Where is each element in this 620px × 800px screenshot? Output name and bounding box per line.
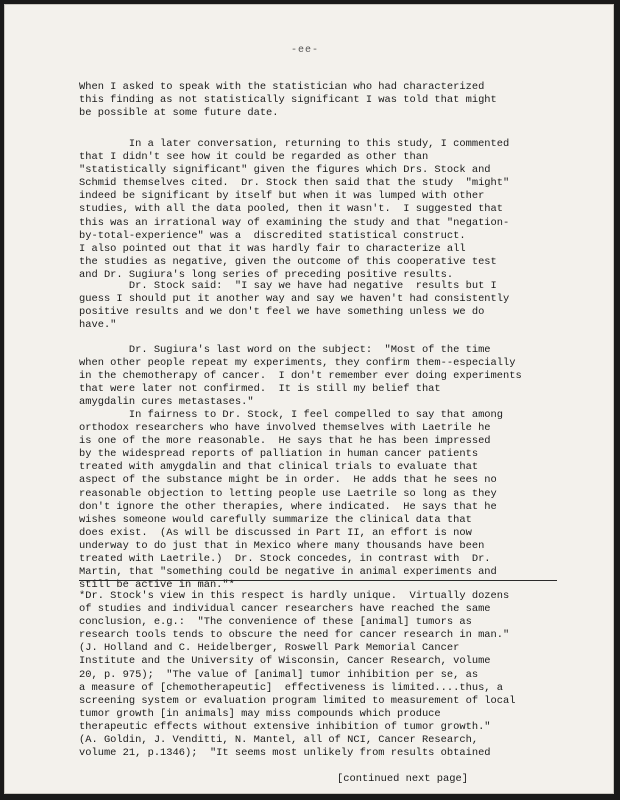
continued-note: [continued next page]: [337, 773, 468, 785]
paragraph-in-fairness: In fairness to Dr. Stock, I feel compelled to say that among orthodox researchers who have involved themselves with Laetrile he is one of the more reasonable. He says that he has been impressed by the widespread reports of palliation in human cancer patients treated with amygdalin and that clinical trials to evaluate that aspect of the substance might be in order. He adds that he sees no reasonable objection to letting people use Laetrile so long as they don't ignore the other therapies, where indicated. He says that he wishes someone would carefully summarize the clinical data that does exist. (As will be discussed in Part II, an effort is now underway to do just that in Mexico where many thousands have been treated with Laetrile.) Dr. Stock concedes, in contrast with Dr. Martin, that "something could be negative in animal experiments and still be active in man."*: [79, 409, 504, 592]
paragraph-statistician: When I asked to speak with the statistician who had characterized this finding as not statistically significant I was told that might be possible at some future date.: [79, 81, 497, 120]
paragraph-later-conversation: In a later conversation, returning to this study, I commented that I didn't see how it could be regarded as other than "statistically significant" given the figures which Drs. Stock and Schmid themselves cited. Dr. Stock then said that the study "might" indeed be significant by itself but when it was lumped with other studies, with all the data pooled, then it wasn't. I suggested that this was an irrational way of examining the study and that "negation- by-total-experience" was a discredited statistical construct. I also pointed out that it was hardly fair to characterize all the studies as negative, given the outcome of this cooperative test and Dr. Sugiura's long series of preceding positive results.: [79, 138, 510, 281]
paragraph-sugiura-last-word: Dr. Sugiura's last word on the subject: "Most of the time when other people repeat my experiments, they confirm them--especially in the chemotherapy of cancer. I don't remember ever doing experiments that were later not confirmed. It is still my belief that amygdalin cures metastases.": [79, 344, 522, 409]
document-page: [4, 4, 614, 794]
footnote-divider: [79, 580, 557, 581]
paragraph-stock-said: Dr. Stock said: "I say we have had negative results but I guess I should put it another way and say we haven't had consistently positive results and we don't feel we have something unless we do have.": [79, 280, 510, 332]
footnote-text: *Dr. Stock's view in this respect is hardly unique. Virtually dozens of studies and individual cancer researchers have reached the same conclusion, e.g.: "The convenience of these [animal] tumors as research tools tends to obscure the need for cancer research in man." (J. Holland and C. Heidelberger, Roswell Park Memorial Cancer Institute and the University of Wisconsin, Cancer Research, volume 20, p. 975); "The value of [animal] tumor inhibition per se, as a measure of [chemotherapeutic] effectiveness is limited....thus, a screening system or evaluation program limited to measurement of local tumor growth [in animals] may miss compounds which produce therapeutic effects without extensive inhibition of tumor growth." (A. Goldin, J. Venditti, N. Mantel, all of NCI, Cancer Research, volume 21, p.1346); "It seems most unlikely from results obtained: [79, 590, 516, 760]
page-number-mark: -ee-: [291, 45, 320, 56]
